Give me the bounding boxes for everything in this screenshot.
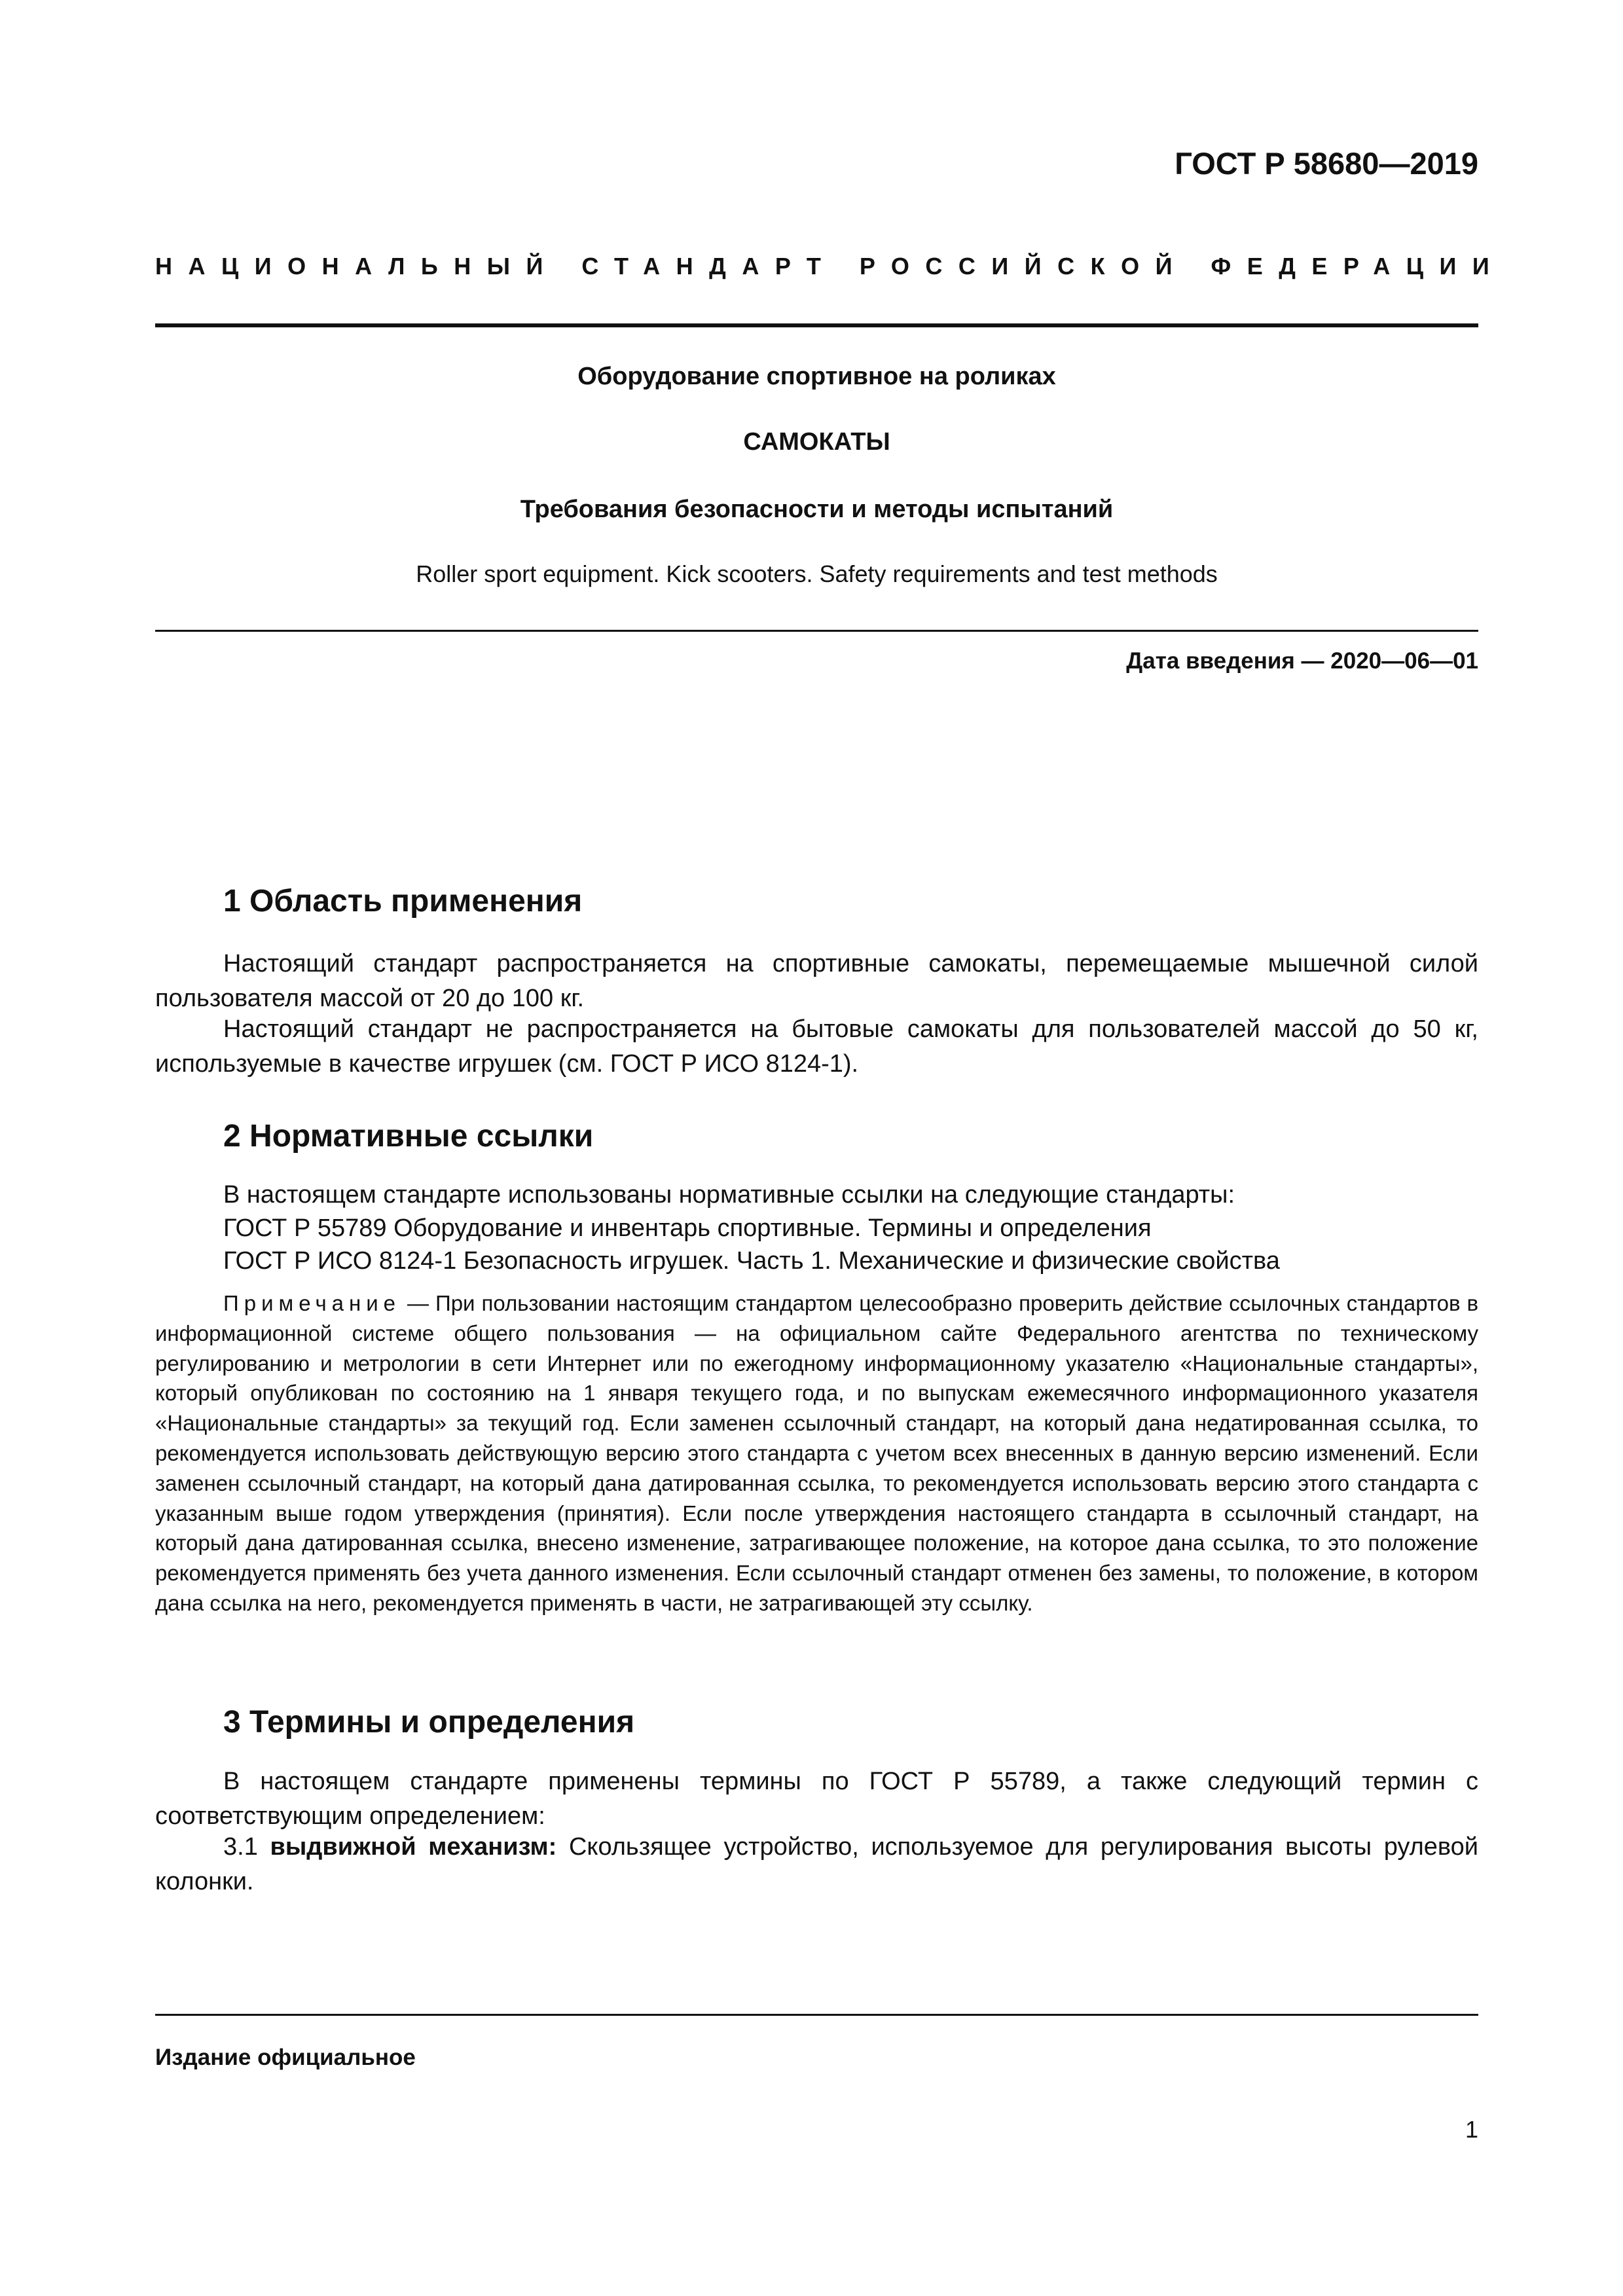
header-rule xyxy=(155,323,1478,327)
national-standard-banner: НАЦИОНАЛЬНЫЙ СТАНДАРТ РОССИЙСКОЙ ФЕДЕРАЦИИ xyxy=(155,253,1506,280)
section-1-paragraph-2 xyxy=(155,1012,1478,1082)
term-definition-text: Скользящее устройство, используемое для регулирования высоты рулевой колонки. xyxy=(155,1833,1479,1895)
introduction-date: Дата введения — 2020—06—01 xyxy=(1126,648,1478,674)
footer-rule xyxy=(155,2014,1478,2016)
note-label: Примечание xyxy=(223,1291,401,1315)
title-line-2: САМОКАТЫ xyxy=(743,428,890,456)
section-2-heading: 2 Нормативные ссылки xyxy=(223,1119,594,1154)
term-name: выдвижной механизм: xyxy=(270,1833,557,1861)
term-definition-3-1 xyxy=(155,1830,1478,1899)
section-1-paragraph-1-text: Настоящий стандарт распространяется на спортивные самокаты, перемещаемые мышечной силой пользователя массой от 20 до 100 кг. xyxy=(155,950,1478,1012)
english-title: Roller sport equipment. Kick scooters. Safety requirements and test methods xyxy=(416,560,1218,587)
section-1-heading: 1 Область применения xyxy=(223,884,583,919)
reference-2: ГОСТ Р ИСО 8124-1 Безопасность игрушек. Часть 1. Механические и физические свойства xyxy=(223,1247,1280,1275)
title-line-1: Оборудование спортивное на роликах xyxy=(577,363,1056,390)
note-text: — При пользовании настоящим стандартом целесообразно проверить действие ссылочных стандартов в информационной системе общего пользования — на официальном сайте Федерального агентства по техническому регулированию и метрологии в сети Интернет или по ежегодному информационному указателю «Национальные стандарты», который опубликован по состоянию на 1 января текущего года, и по выпускам ежемесячного информационного указателя «Национальные стандарты» за текущий год. Если заменен ссылочный стандарт, на который дана недатированная ссылка, то рекомендуется использовать действующую версию этого стандарта с учетом всех внесенных в данную версию изменений. Если заменен ссылочный стандарт, на который дана датированная ссылка, то рекомендуется использовать версию этого стандарта с указанным выше годом утверждения (принятия). Если после утверждения настоящего стандарта в ссылочный стандарт, на который дана датированная ссылка, внесено изменение, затрагивающее положение, на которое дана ссылка, то это положение рекомендуется применять без учета данного изменения. Если ссылочный стандарт отменен без замены, то положение, в котором дана ссылка на него, рекомендуется применять в части, не затрагивающей эту ссылку. xyxy=(155,1291,1478,1615)
edition-label: Издание официальное xyxy=(155,2045,416,2070)
title-rule xyxy=(155,630,1478,632)
references-intro: В настоящем стандарте использованы нормативные ссылки на следующие стандарты: xyxy=(223,1181,1235,1209)
title-line-3: Требования безопасности и методы испытаний xyxy=(520,496,1114,523)
section-3-paragraph-1 xyxy=(155,1764,1478,1834)
page-number: 1 xyxy=(1465,2116,1478,2143)
section-1-paragraph-2-text: Настоящий стандарт не распространяется на бытовые самокаты для пользователей массой до 50 кг, используемые в качестве игрушек (см. ГОСТ Р ИСО 8124-1). xyxy=(155,1015,1478,1078)
section-1-paragraph-1 xyxy=(155,947,1478,1016)
term-number: 3.1 xyxy=(223,1833,270,1861)
note-paragraph xyxy=(155,1288,1478,1618)
section-3-paragraph-1-text: В настоящем стандарте применены термины по ГОСТ Р 55789, а также следующий термин с соответствующим определением: xyxy=(155,1768,1478,1830)
section-3-heading: 3 Термины и определения xyxy=(223,1705,635,1740)
reference-1: ГОСТ Р 55789 Оборудование и инвентарь спортивные. Термины и определения xyxy=(223,1214,1152,1242)
gost-designation: ГОСТ Р 58680—2019 xyxy=(1175,146,1478,181)
